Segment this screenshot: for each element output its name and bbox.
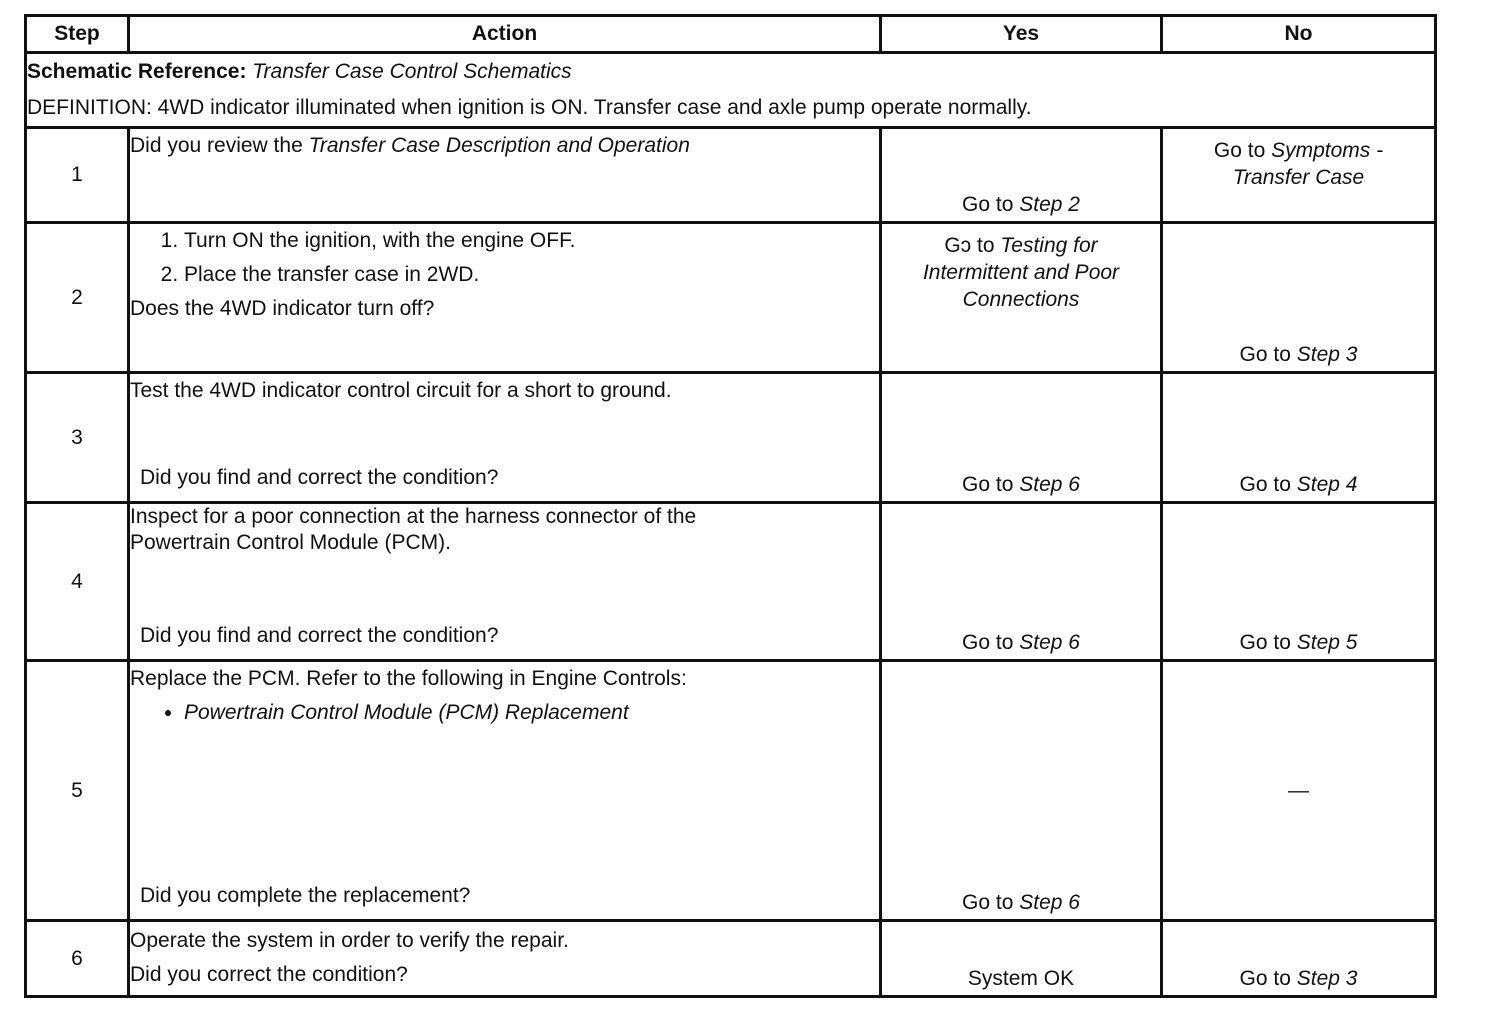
yes-cell (881, 503, 1162, 661)
action-cell (129, 503, 881, 661)
header-row (26, 16, 1436, 53)
schematic-reference (27, 54, 1434, 90)
no-link[interactable]: Symptoms - (1271, 139, 1384, 162)
action-text: Did you review the (130, 134, 309, 157)
action-cell (129, 661, 881, 921)
no-cell (1162, 661, 1436, 921)
step-number: 5 (26, 661, 129, 921)
action-list (130, 224, 879, 292)
no-cell (1162, 503, 1436, 661)
schematic-reference-label: Schematic Reference: (27, 60, 247, 83)
list-item: 1. Turn ON the ignition, with the engine OFF. (184, 224, 879, 258)
yes-link-cont[interactable]: Intermittent and Poor (922, 261, 1120, 284)
yes-link[interactable]: Step 6 (1019, 891, 1080, 914)
yes-text: Gɔ to (944, 234, 1001, 257)
yes-text: Go to (962, 193, 1020, 216)
yes-cell (881, 128, 1162, 223)
list-item: 2. Place the transfer case in 2WD. (184, 258, 879, 292)
yes-link[interactable]: Testing for (1000, 234, 1098, 257)
no-link[interactable]: Step 5 (1296, 631, 1358, 654)
no-text: Go to (1239, 343, 1297, 366)
step-number: 2 (26, 223, 129, 373)
yes-cell (881, 373, 1162, 503)
table-row (26, 921, 1436, 997)
yes-cell (881, 921, 1162, 997)
yes-link[interactable]: Step 2 (1019, 193, 1080, 216)
action-question: Did you find and correct the condition? (140, 466, 499, 489)
no-cell (1162, 373, 1436, 503)
header-yes: Yes (881, 16, 1162, 53)
header-step: Step (26, 16, 129, 53)
yes-link[interactable]: Step 6 (1019, 473, 1080, 496)
header-no: No (1162, 16, 1436, 53)
action-cell (129, 373, 881, 503)
step-number: 3 (26, 373, 129, 503)
step-number: 4 (26, 503, 129, 661)
no-link-cont[interactable]: Transfer Case (1232, 166, 1365, 189)
yes-text: Go to (962, 473, 1020, 496)
table-row (26, 128, 1436, 223)
yes-cell (881, 661, 1162, 921)
no-link[interactable]: Step 4 (1296, 473, 1358, 496)
header-action: Action (129, 16, 881, 53)
no-text: Go to (1239, 967, 1297, 990)
yes-text: Go to (962, 631, 1020, 654)
action-text: Operate the system in order to verify the repair. (130, 929, 569, 952)
no-text: Go to (1239, 473, 1297, 496)
diagnostic-table (24, 14, 1437, 998)
action-text-cont: Powertrain Control Module (PCM). (130, 531, 451, 554)
description-link[interactable]: Transfer Case Description and Operation (308, 134, 690, 157)
no-cell (1162, 223, 1436, 373)
list-item (184, 696, 879, 730)
table-row (26, 503, 1436, 661)
reference-row (26, 53, 1436, 128)
no-link[interactable]: Step 3 (1296, 343, 1358, 366)
step-number: 6 (26, 921, 129, 997)
yes-cell (881, 223, 1162, 373)
yes-text: Go to (962, 891, 1020, 914)
action-cell (129, 223, 881, 373)
action-cell (129, 921, 881, 997)
no-text: Go to (1213, 139, 1272, 162)
yes-link-cont[interactable]: Connections (962, 288, 1080, 311)
yes-text: System OK (967, 967, 1075, 990)
no-text: — (1288, 778, 1309, 802)
action-text: Inspect for a poor connection at the harness connector of the (130, 505, 697, 528)
schematic-reference-link[interactable]: Transfer Case Control Schematics (252, 60, 572, 83)
definition-text: DEFINITION: 4WD indicator illuminated when ignition is ON. Transfer case and axle pump operate normally. (27, 96, 1032, 119)
table-row (26, 223, 1436, 373)
step-number: 1 (26, 128, 129, 223)
action-text: Replace the PCM. Refer to the following in Engine Controls: (130, 667, 687, 690)
table-row (26, 373, 1436, 503)
action-question: Did you complete the replacement? (140, 884, 471, 907)
pcm-replacement-link[interactable]: Powertrain Control Module (PCM) Replacement (184, 701, 629, 724)
no-cell (1162, 128, 1436, 223)
action-bullets (130, 696, 879, 730)
action-question: Did you correct the condition? (130, 963, 408, 986)
yes-link[interactable]: Step 6 (1019, 631, 1080, 654)
no-text: Go to (1239, 631, 1297, 654)
action-question: Did you find and correct the condition? (140, 624, 499, 647)
no-cell (1162, 921, 1436, 997)
action-text: Test the 4WD indicator control circuit for a short to ground. (130, 379, 672, 402)
table-row (26, 661, 1436, 921)
action-cell (129, 128, 881, 223)
action-question: Does the 4WD indicator turn off? (130, 297, 435, 320)
no-link[interactable]: Step 3 (1296, 967, 1358, 990)
